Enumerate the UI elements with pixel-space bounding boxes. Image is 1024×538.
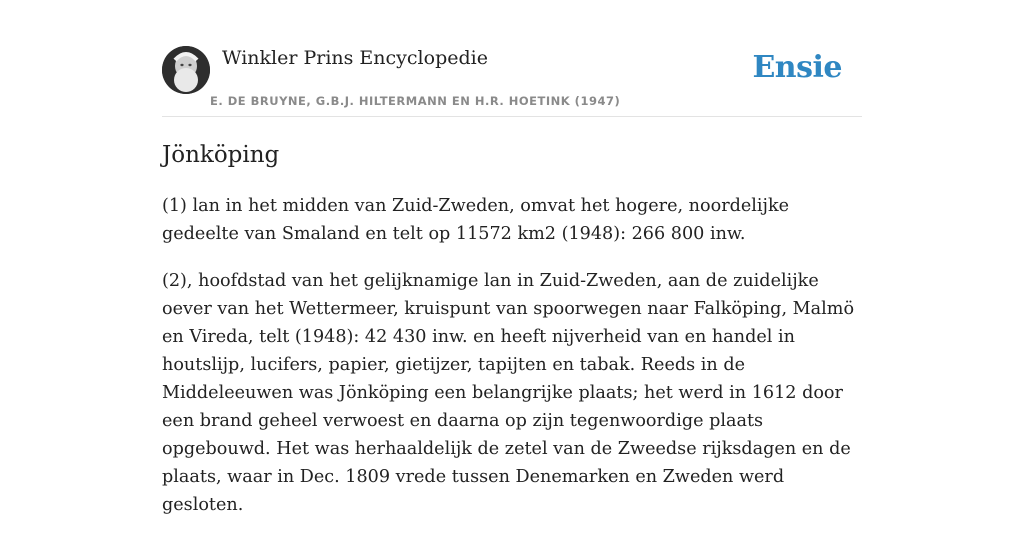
source-title[interactable]: Winkler Prins Encyclopedie: [222, 47, 488, 69]
author-portrait[interactable]: [162, 46, 210, 94]
entry-paragraph: (1) lan in het midden van Zuid-Zweden, omvat het hogere, noordelijke gedeelte van Smaland en telt op 11572 km2 (1948): 266 800 inw.: [162, 196, 790, 244]
brand-logo[interactable]: Ensie: [752, 50, 842, 85]
source-authors: E. DE BRUYNE, G.B.J. HILTERMANN EN H.R. HOETINK (1947): [210, 94, 621, 108]
entry-paragraph: (2), hoofdstad van het gelijknamige lan in Zuid-Zweden, aan de zuidelijke oever van het Wettermeer, kruispunt van spoorwegen naar Falköping, Malmö en Vireda, telt (1948): 42 430 inw. en heeft nijverheid van en handel in houtslijp, lucifers, papier, gietijzer, tapijten en tabak. Reeds in de Middeleeuwen was Jönköping een belangrijke plaats; het werd in 1612 door een brand geheel verwoest en daarna op zijn tegenwoordige plaats opgebouwd. Het was herhaaldelijk de zetel van de Zweedse rijksdagen en de plaats, waar in Dec. 1809 vrede tussen Denemarken en Zweden werd gesloten.: [162, 271, 855, 515]
source-header: [162, 40, 862, 117]
entry-body: [162, 192, 862, 538]
portrait-image: [162, 46, 210, 94]
entry-title: Jönköping: [162, 142, 280, 168]
